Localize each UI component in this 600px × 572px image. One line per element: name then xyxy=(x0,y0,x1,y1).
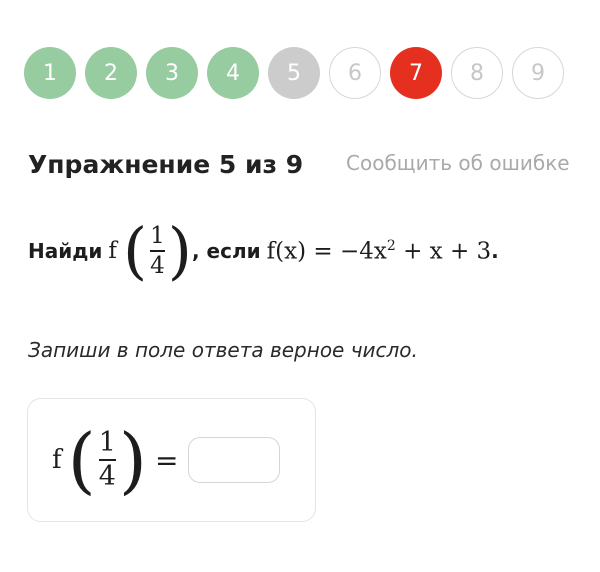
task-statement xyxy=(28,206,499,296)
task-if-word: , если xyxy=(191,239,261,263)
exercise-title: Упражнение 5 из 9 xyxy=(28,150,304,179)
answer-right-paren: ) xyxy=(118,418,147,502)
step-3[interactable]: 3 xyxy=(146,47,198,99)
left-paren: ( xyxy=(122,214,148,287)
step-2[interactable]: 2 xyxy=(85,47,137,99)
task-exponent: 2 xyxy=(386,237,396,254)
instruction-text: Запиши в поле ответа верное число. xyxy=(28,338,418,362)
answer-equals: = xyxy=(155,443,179,477)
step-6[interactable]: 6 xyxy=(329,47,381,99)
answer-fraction-numerator: 1 xyxy=(98,426,116,458)
task-fraction-denominator: 4 xyxy=(150,252,165,279)
answer-fraction-denominator: 4 xyxy=(98,460,116,492)
step-9[interactable]: 9 xyxy=(512,47,564,99)
task-fraction-numerator: 1 xyxy=(150,223,165,250)
report-error-link[interactable]: Сообщить об ошибке xyxy=(346,151,570,175)
answer-card xyxy=(27,398,316,522)
task-find-word: Найди xyxy=(28,239,103,263)
step-4[interactable]: 4 xyxy=(207,47,259,99)
step-1[interactable]: 1 xyxy=(24,47,76,99)
task-definition-tail: + x + 3 xyxy=(395,238,492,265)
task-definition-head: f(x) = −4x xyxy=(266,238,387,265)
step-7[interactable]: 7 xyxy=(390,47,442,99)
answer-left-paren: ( xyxy=(67,418,96,502)
step-5[interactable]: 5 xyxy=(268,47,320,99)
task-fraction xyxy=(150,224,165,278)
answer-func-name: f xyxy=(52,445,62,475)
step-8[interactable]: 8 xyxy=(451,47,503,99)
progress-steps xyxy=(24,47,564,99)
answer-fraction xyxy=(98,426,116,492)
answer-input[interactable] xyxy=(188,437,280,483)
task-func-name: f xyxy=(108,238,117,264)
task-end-period: . xyxy=(491,239,499,263)
task-definition xyxy=(267,238,492,265)
right-paren: ) xyxy=(167,214,192,287)
task-fraction-bar xyxy=(150,250,165,252)
